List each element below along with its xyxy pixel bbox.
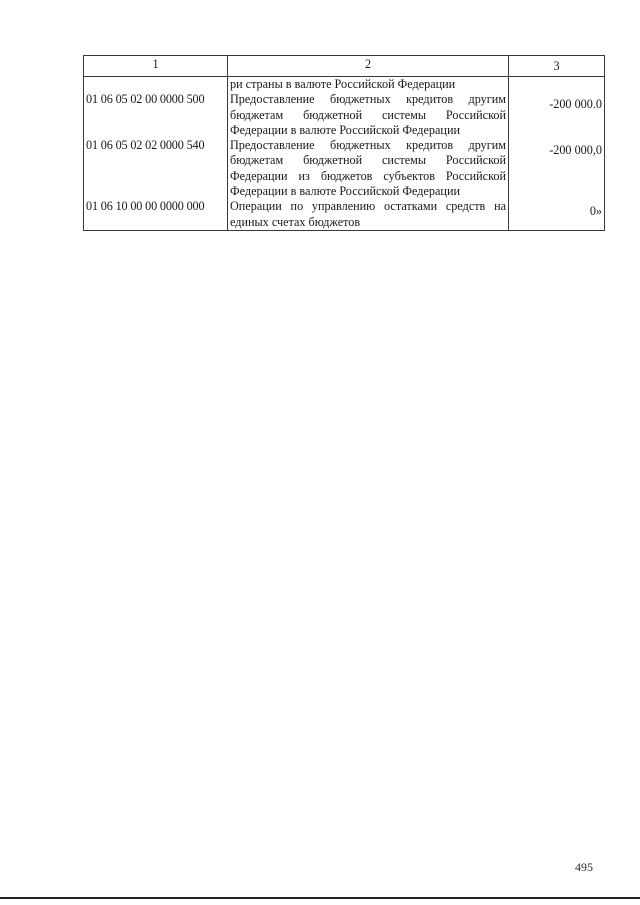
table-row bbox=[84, 138, 605, 199]
row-description: Предоставление бюджетных кредитов другим бюджетам бюджетной системы Российской Федерации в валюте Российской Федерации bbox=[228, 92, 509, 138]
bottom-edge-line bbox=[0, 897, 640, 899]
column-header-description: 2 bbox=[228, 56, 509, 77]
row-amount: 0» bbox=[509, 199, 605, 230]
table-header bbox=[84, 56, 605, 77]
table-body bbox=[84, 77, 605, 231]
row-description: Предоставление бюджетных кредитов другим бюджетам бюджетной системы Российской Федерации из бюджетов субъектов Российской Федерации в валюте Российской Федерации bbox=[228, 138, 509, 199]
column-header-code: 1 bbox=[84, 56, 228, 77]
row-code: 01 06 10 00 00 0000 000 bbox=[84, 199, 228, 230]
row-code: 01 06 05 02 02 0000 540 bbox=[84, 138, 228, 199]
row-amount: -200 000.0 bbox=[509, 92, 605, 138]
row-description: Операции по управлению остатками средств на единых счетах бюджетов bbox=[228, 199, 509, 230]
table-row bbox=[84, 77, 605, 93]
budget-sources-table bbox=[83, 55, 605, 231]
row-code: 01 06 05 02 00 0000 500 bbox=[84, 92, 228, 138]
row-description: ри страны в валюте Российской Федерации bbox=[228, 77, 509, 93]
row-amount: -200 000,0 bbox=[509, 138, 605, 199]
column-header-amount: 3 bbox=[509, 56, 605, 77]
header-row bbox=[84, 56, 605, 77]
table-row bbox=[84, 92, 605, 138]
row-amount bbox=[509, 77, 605, 93]
row-code bbox=[84, 77, 228, 93]
page-number: 495 bbox=[575, 860, 593, 874]
table-row bbox=[84, 199, 605, 230]
